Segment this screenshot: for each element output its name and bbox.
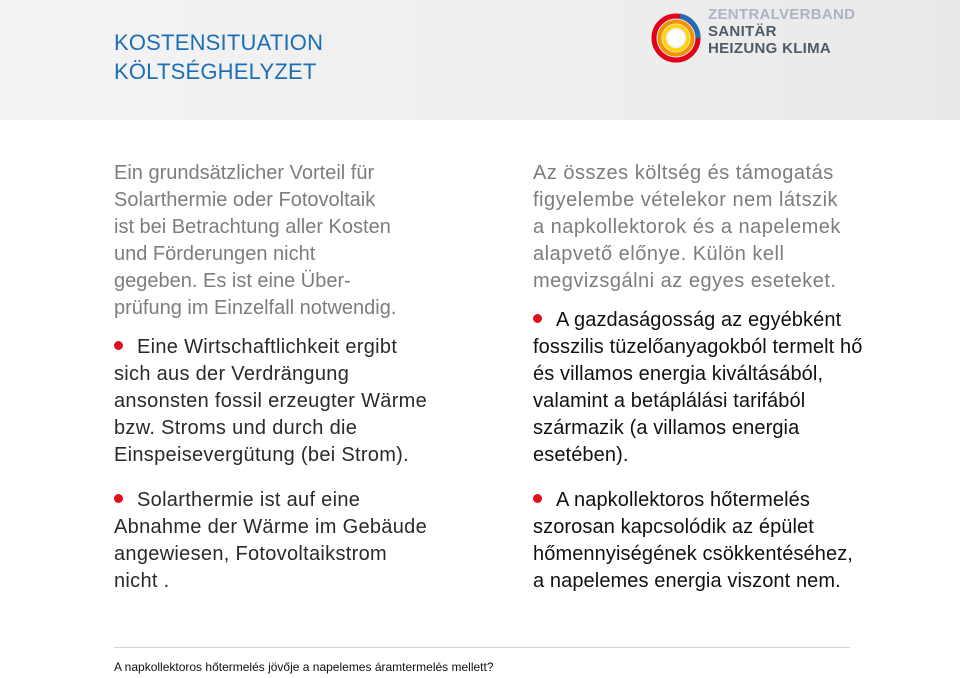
text-line: angewiesen, Fotovoltaikstrom: [114, 543, 387, 565]
text-line: származik (a villamos energia: [533, 417, 800, 439]
text-line: esetében).: [533, 444, 629, 466]
german-column: [114, 160, 499, 595]
text-line: A gazdaságosság az egyébként: [556, 309, 842, 331]
text-line: fosszilis tüzelőanyagokból termelt hő: [533, 336, 863, 358]
logo-line-3: HEIZUNG KLIMA: [708, 40, 832, 57]
text-line: valamint a betáplálási tarifából: [533, 390, 806, 412]
german-bullet-economics: [114, 334, 499, 469]
german-intro: [114, 160, 499, 322]
text-line: szorosan kapcsolódik az épület: [533, 516, 814, 538]
title-line-german: KOSTENSITUATION: [114, 30, 324, 55]
text-line: sich aus der Verdrängung: [114, 363, 350, 385]
logo-line-1: ZENTRALVERBAND: [708, 6, 856, 23]
text-line: ist bei Betrachtung aller Kosten: [114, 216, 391, 238]
bullet-dot-icon: [114, 494, 123, 503]
text-line: a napelemes energia viszont nem.: [533, 570, 841, 592]
logo-line-2: SANITÄR: [708, 23, 777, 40]
hungarian-intro: [533, 160, 933, 295]
text-line: Az összes költség és támogatás: [533, 162, 834, 184]
bullet-dot-icon: [533, 494, 542, 503]
hungarian-bullet-economics: [533, 307, 933, 469]
bullet-dot-icon: [533, 314, 542, 323]
footer-caption: A napkollektoros hőtermelés jövője a napelemes áramtermelés mellett?: [114, 660, 494, 674]
text-line: Eine Wirtschaftlichkeit ergibt: [137, 336, 398, 358]
text-line: Ein grundsätzlicher Vorteil für: [114, 162, 375, 184]
text-line: nicht .: [114, 570, 170, 592]
footer-divider: [114, 647, 850, 648]
text-line: alapvető előnye. Külön kell: [533, 243, 785, 265]
text-line: megvizsgálni az egyes eseteket.: [533, 270, 837, 292]
german-bullet-heat-demand: [114, 487, 499, 595]
text-line: a napkollektorok és a napelemek: [533, 216, 841, 238]
text-line: ansonsten fossil erzeugter Wärme: [114, 390, 428, 412]
title-line-hungarian: KÖLTSÉGHELYZET: [114, 59, 317, 84]
logo-wordmark: [708, 6, 855, 57]
text-line: Solarthermie oder Fotovoltaik: [114, 189, 376, 211]
text-line: gegeben. Es ist eine Über-: [114, 270, 351, 292]
text-line: figyelembe vételekor nem látszik: [533, 189, 839, 211]
text-line: bzw. Stroms und durch die: [114, 417, 358, 439]
text-line: Einspeisevergütung (bei Strom).: [114, 444, 409, 466]
text-line: A napkollektoros hőtermelés: [556, 489, 810, 511]
text-line: hőmennyiségének csökkentéséhez,: [533, 543, 853, 565]
text-line: prüfung im Einzelfall notwendig.: [114, 297, 397, 319]
text-line: Abnahme der Wärme im Gebäude: [114, 516, 427, 538]
text-line: Solarthermie ist auf eine: [137, 489, 361, 511]
hungarian-column: [533, 160, 933, 595]
logo-rings-icon: [650, 12, 702, 64]
page-title: [114, 28, 323, 86]
bullet-dot-icon: [114, 341, 123, 350]
hungarian-bullet-heat-demand: [533, 487, 933, 595]
text-line: und Förderungen nicht: [114, 243, 316, 265]
text-line: és villamos energia kiváltásából,: [533, 363, 824, 385]
zvshk-logo: [650, 6, 950, 76]
